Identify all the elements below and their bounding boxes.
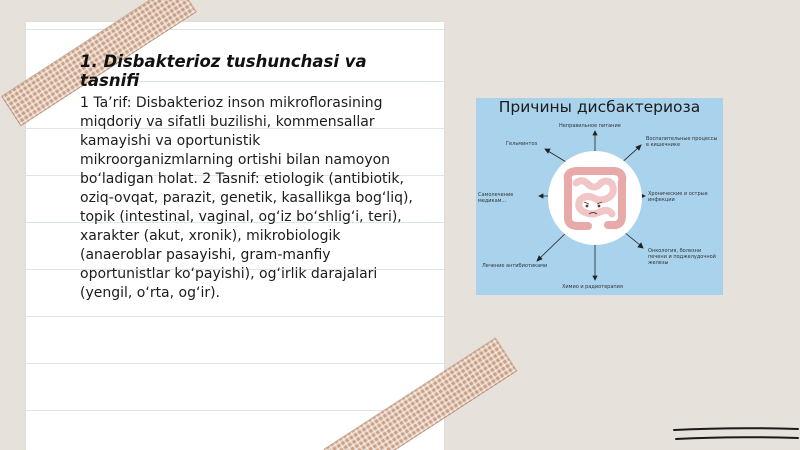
cause-bottom-right: Онкология, болезни печени и поджелудочной железы [648, 248, 716, 266]
cause-top: Неправильное питание [559, 123, 621, 129]
causes-diagram [476, 98, 723, 295]
cause-top-right: Воспалительные процессы в кишечнике [646, 136, 718, 148]
cause-right: Хронические и острые инфекции [648, 191, 708, 203]
cause-bottom: Химио и радиотерапия [562, 284, 623, 290]
decorative-lines [672, 424, 800, 448]
diagram-title: Причины дисбактериоза [498, 98, 701, 116]
cause-bottom-left: Лечение антибиотиками [482, 263, 548, 269]
cause-top-left: Гельминтоз [506, 141, 538, 147]
cause-left: Самолечение медикам... [478, 192, 514, 204]
slide-body-text: 1 Ta’rif: Disbakterioz inson mikroflorasining miqdoriy va sifatli buzilishi, kommensallar kamayishi va oportunistik mikroorganizmlarning ortishi bilan namoyon bo‘ladigan holat. 2 Tasnif: etiologik (antibiotik, oziq-ovqat, parazit, genetik, kasallikga bog‘liq), topik (intestinal, vaginal, og‘iz bo‘shlig‘i, teri), xarakter (akut, xronik), mikrobiologik (anaerоblar pasayishi, gram-manfiy oportunistlar ko‘payishi), og‘irlik darajalari (yengil, o‘rta, og‘ir). [80, 95, 413, 301]
slide-title: 1. Disbakterioz tushunchasi va tasnifi [80, 52, 367, 90]
